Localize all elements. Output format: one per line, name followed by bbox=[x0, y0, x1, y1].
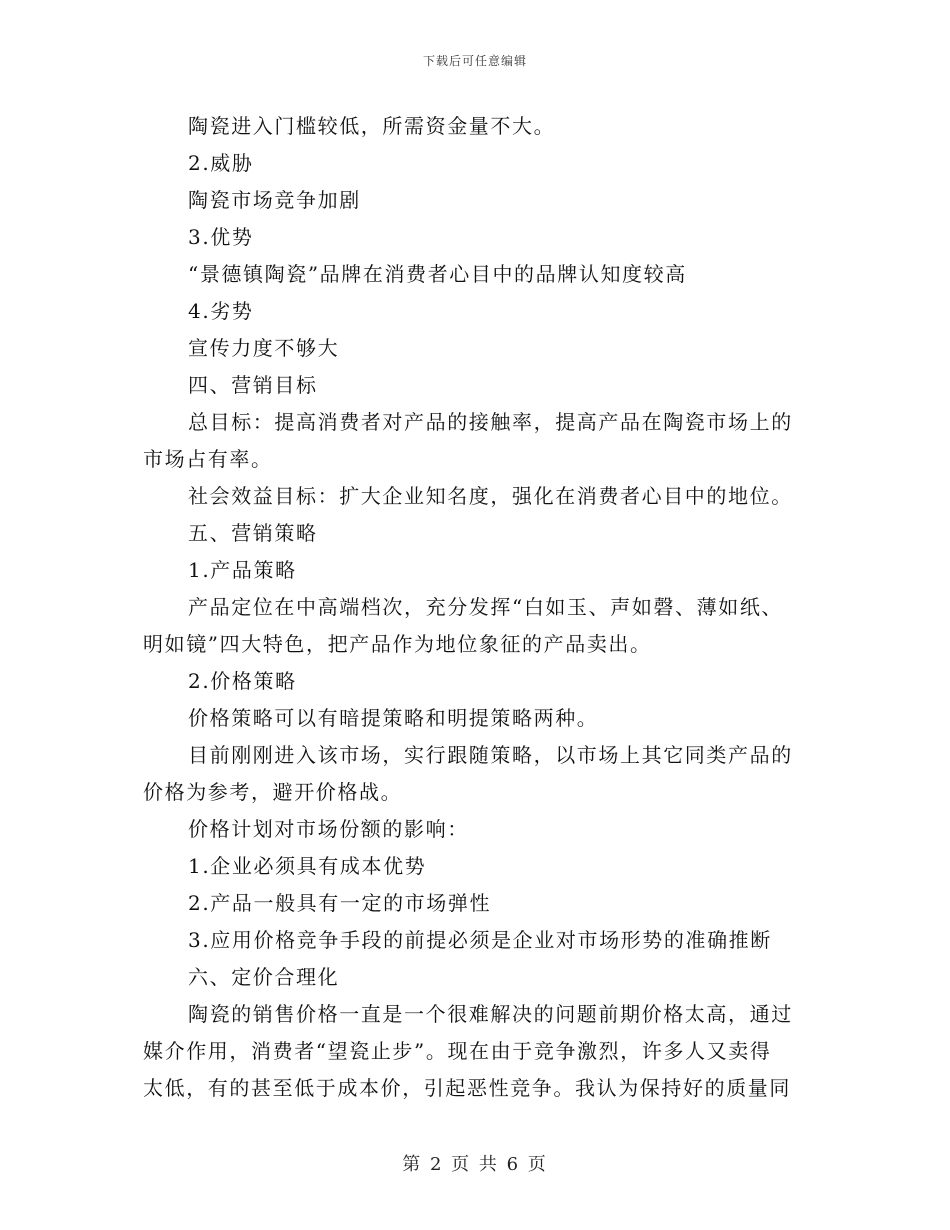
paragraph-line: 总目标：提高消费者对产品的接触率，提高产品在陶瓷市场上的 bbox=[188, 410, 793, 434]
paragraph-line: 产品定位在中高端档次，充分发挥“白如玉、声如磬、薄如纸、 bbox=[188, 595, 784, 619]
list-item: 3.应用价格竞争手段的前提必须是企业对市场形势的准确推断 bbox=[188, 928, 772, 952]
section-heading: 五、营销策略 bbox=[188, 521, 318, 545]
list-item: 2.产品一般具有一定的市场弹性 bbox=[188, 891, 492, 915]
paragraph-line-continued: 明如镜”四大特色，把产品作为地位象征的产品卖出。 bbox=[143, 632, 652, 656]
section-heading: 六、定价合理化 bbox=[188, 965, 340, 989]
paragraph-line-continued: 太低，有的甚至低于成本价，引起恶性竞争。我认为保持好的质量同 bbox=[143, 1076, 791, 1100]
paragraph-line: 宣传力度不够大 bbox=[188, 336, 340, 360]
paragraph-line: “景德镇陶瓷”品牌在消费者心目中的品牌认知度较高 bbox=[188, 262, 687, 286]
paragraph-line: 陶瓷市场竞争加剧 bbox=[188, 188, 361, 212]
list-item: 1.企业必须具有成本优势 bbox=[188, 854, 427, 878]
section-heading: 2.价格策略 bbox=[188, 669, 297, 693]
section-heading: 四、营销目标 bbox=[188, 373, 318, 397]
paragraph-line: 陶瓷进入门槛较低，所需资金量不大。 bbox=[188, 114, 556, 138]
page-footer: 第 2 页 共 6 页 bbox=[402, 1154, 548, 1175]
paragraph-line-continued: 市场占有率。 bbox=[143, 447, 273, 471]
paragraph-line-continued: 价格为参考，避开价格战。 bbox=[143, 780, 403, 804]
paragraph-line: 社会效益目标：扩大企业知名度，强化在消费者心目中的地位。 bbox=[188, 484, 793, 508]
document-body bbox=[143, 108, 803, 1107]
paragraph-line: 目前刚刚进入该市场，实行跟随策略，以市场上其它同类产品的 bbox=[188, 743, 793, 767]
section-heading: 2.威胁 bbox=[188, 151, 254, 175]
paragraph-line: 价格策略可以有暗提策略和明提策略两种。 bbox=[188, 706, 599, 730]
section-heading: 1.产品策略 bbox=[188, 558, 297, 582]
paragraph-line: 陶瓷的销售价格一直是一个很难解决的问题前期价格太高，通过 bbox=[188, 1002, 793, 1026]
page-header: 下载后可任意编辑 bbox=[422, 54, 527, 68]
section-heading: 4.劣势 bbox=[188, 299, 254, 323]
paragraph-line-continued: 媒介作用，消费者“望瓷止步”。现在由于竞争激烈，许多人又卖得 bbox=[143, 1039, 772, 1063]
paragraph-line: 价格计划对市场份额的影响： bbox=[188, 817, 469, 841]
section-heading: 3.优势 bbox=[188, 225, 254, 249]
